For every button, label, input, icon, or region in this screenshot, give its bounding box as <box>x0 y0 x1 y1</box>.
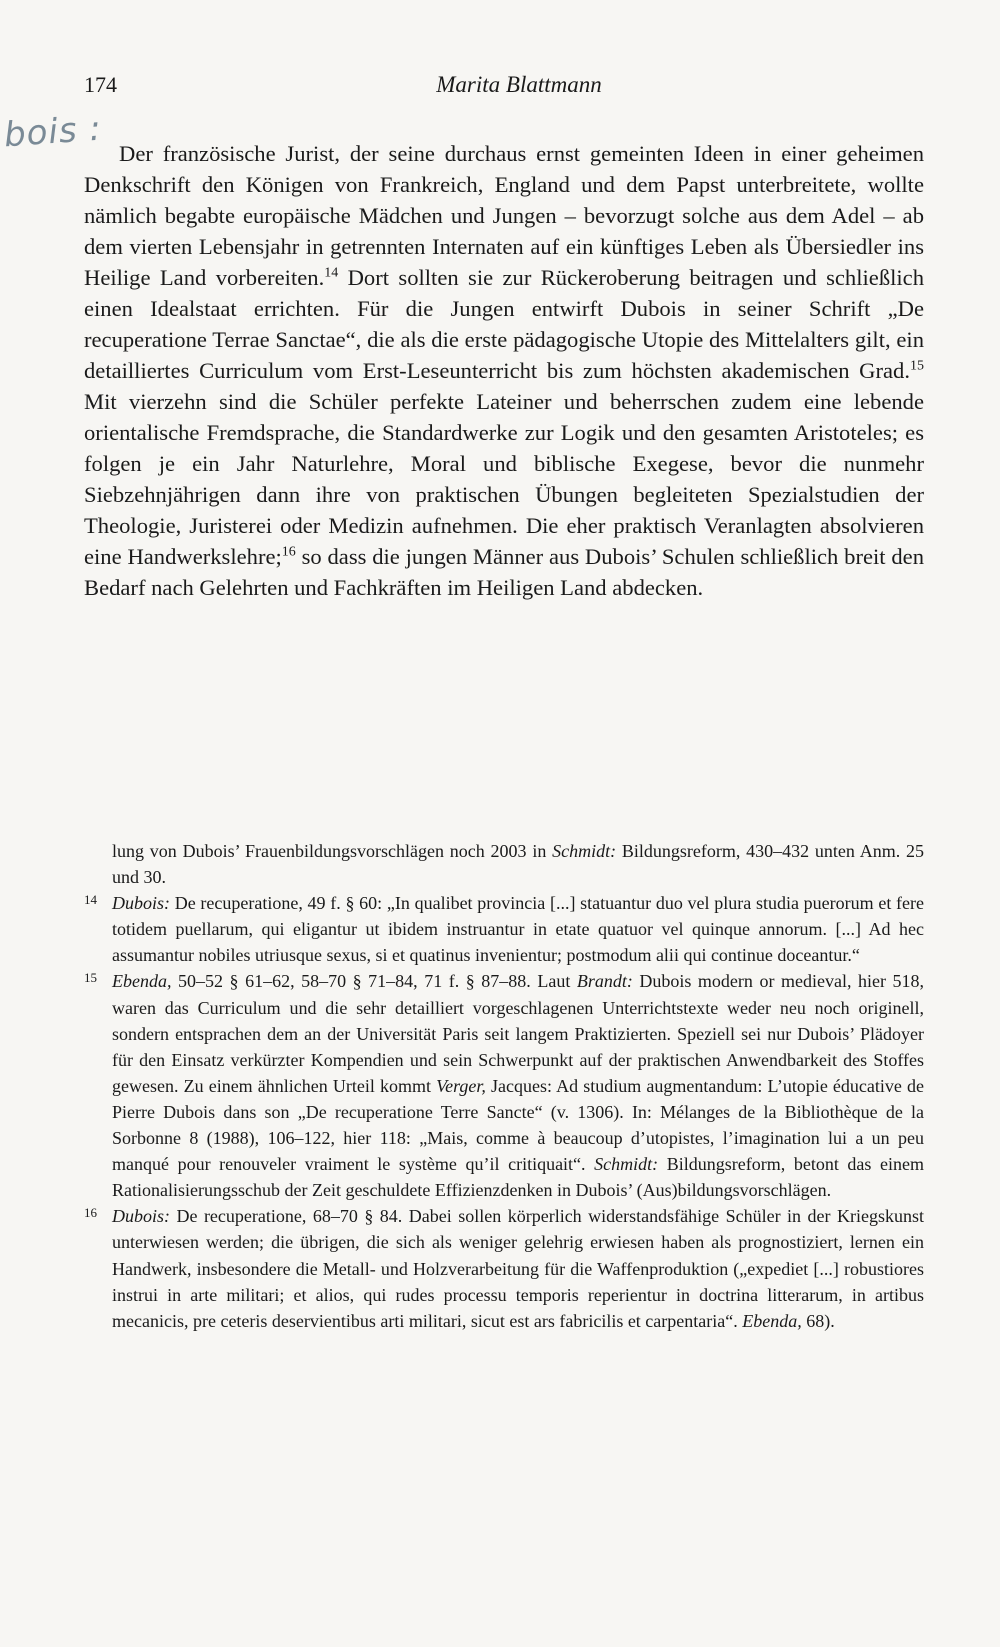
footnote-continuation <box>84 838 924 890</box>
handwritten-margin-note: bois : <box>2 108 104 156</box>
author-name: Brandt: <box>576 971 633 992</box>
author-name: Dubois: <box>112 1206 170 1227</box>
footnotes <box>84 838 924 1334</box>
author-name: Ebenda, <box>742 1310 802 1331</box>
text-run: Mit vierzehn sind die Schüler perfekte Lateiner und beherrschen zudem eine lebende orientalische Fremdsprache, die Standardwerke zur Logik und den gesamten Aristoteles; es folgen je ein Jahr Naturlehre, Moral und biblische Exegese, bevor die nunmehr Siebzehnjährigen dann ihre von praktischen Übungen begleiteten Spezialstudien der Theologie, Juristerei oder Medizin aufnehmen. Die eher praktisch Veranlagten absolvieren eine Handwerkslehre; <box>84 389 924 569</box>
text-run: 68). <box>801 1310 835 1331</box>
text-run: Bildungsreform, 430–432 unten Anm. 25 und 30. <box>112 841 924 888</box>
author-name: Dubois: <box>112 893 170 914</box>
footnote-14 <box>84 890 924 968</box>
footnote-number: 14 <box>84 892 97 908</box>
text-run: Dort sollten sie zur Rückeroberung beitragen und schließlich einen Idealstaat errichten. Für die Jungen entwirft Dubois in seiner Schrift „De recuperatione Terrae Sanctae“, die als die erste pädagogische Utopie des Mittelalters gilt, ein detailliertes Curriculum vom Erst-Leseunterricht bis zum höchsten akademischen Grad. <box>84 265 924 383</box>
footnote-number: 16 <box>84 1205 97 1221</box>
author-name: Schmidt: <box>594 1154 659 1175</box>
running-head: Marita Blattmann <box>436 72 602 97</box>
page-header <box>84 72 924 112</box>
text-run: lung von Dubois’ Frauenbildungsvorschlägen noch 2003 in <box>112 841 553 861</box>
text-run: so dass die jungen Männer aus Dubois’ Schulen schließlich breit den Bedarf nach Gelehrten und Fachkräften im Heiligen Land abdecken. <box>84 544 924 600</box>
footnote-ref-14: 14 <box>324 265 339 281</box>
text-run: Dubois modern or medieval, hier 518, waren das Curriculum und die sehr detailliert vorgeschlagenen Unterrichtstexte weder neu noch originell, sondern entsprachen dem an der Universität Paris seit langem Praktizierten. Speziell sei nur Dubois’ Plädoyer für den Einsatz verkürzter Kompendien und sein Schwerpunkt auf der praktischen Anwendbarkeit des Stoffes gewesen. Zu einem ähnlichen Urteil kommt <box>112 971 924 1096</box>
footnote-ref-16: 16 <box>281 544 296 560</box>
text-run: De recuperatione, 68–70 § 84. Dabei sollen körperlich widerstandsfähige Schüler in der Kriegskunst unterwiesen werden; die übrigen, die sich als weniger gelehrig erwiesen haben als prognostiziert, lernen ein Handwerk, insbesondere die Metall- und Holzverarbeitung für die Waffenproduktion („expediet [...] robustiores instrui in arte militari; et alios, qui rudes processu temporis reperientur in doctrina litterarum, in artibus mecanicis, pre ceteris deservientibus arti militari, sicut est ars fabricilis et carpentaria“. <box>112 1206 924 1331</box>
author-name: Ebenda, <box>112 971 172 992</box>
text-run: De recuperatione, 49 f. § 60: „In qualibet provincia [...] statuantur duo vel plura studia puerorum et fere totidem puellarum, qui eligantur ut ibidem instruantur in etate quatuor vel quinque annorum. [...] Ad hec assumantur nobiles utriusque sexus, si et quatinus invenientur; postmodum alii qui continue doceantur.“ <box>112 893 924 966</box>
footnote-ref-15: 15 <box>910 358 924 374</box>
footnote-number: 15 <box>84 970 97 986</box>
author-name: Verger, <box>436 1075 486 1096</box>
paragraph <box>84 138 924 603</box>
footnote-15 <box>84 968 924 1203</box>
main-text <box>84 138 924 603</box>
text-run: Bildungsreform, betont das einem Rationalisierungsschub der Zeit geschuldete Effizienzdenken in Dubois’ (Aus)bildungsvorschlägen. <box>112 1154 924 1201</box>
text-run: Jacques: Ad studium augmentandum: L’utopie éducative de Pierre Dubois dans son „De recuperatione Terre Sancte“ (v. 1306). In: Mélanges de la Bibliothèque de la Sorbonne 8 (1988), 106–122, hier 118: „Mais, comme à beaucoup d’utopistes, l’imagination lui a un peu manqué pour renouveler vraiment le système qu’il critiquait“. <box>112 1075 924 1175</box>
page-number: 174 <box>84 72 117 97</box>
author-name: Schmidt: <box>552 841 617 861</box>
text-run: Der französische Jurist, der seine durchaus ernst gemeinten Ideen in einer geheimen Denkschrift den Königen von Frankreich, England und dem Papst unterbreitete, wollte nämlich begabte europäische Mädchen und Jungen – bevorzugt solche aus dem Adel – ab dem vierten Lebensjahr in getrennten Internaten auf ein künftiges Leben als Übersiedler ins Heilige Land vorbereiten. <box>84 141 924 290</box>
footnote-16 <box>84 1203 924 1333</box>
text-run: 50–52 § 61–62, 58–70 § 71–84, 71 f. § 87–88. Laut <box>171 971 577 992</box>
